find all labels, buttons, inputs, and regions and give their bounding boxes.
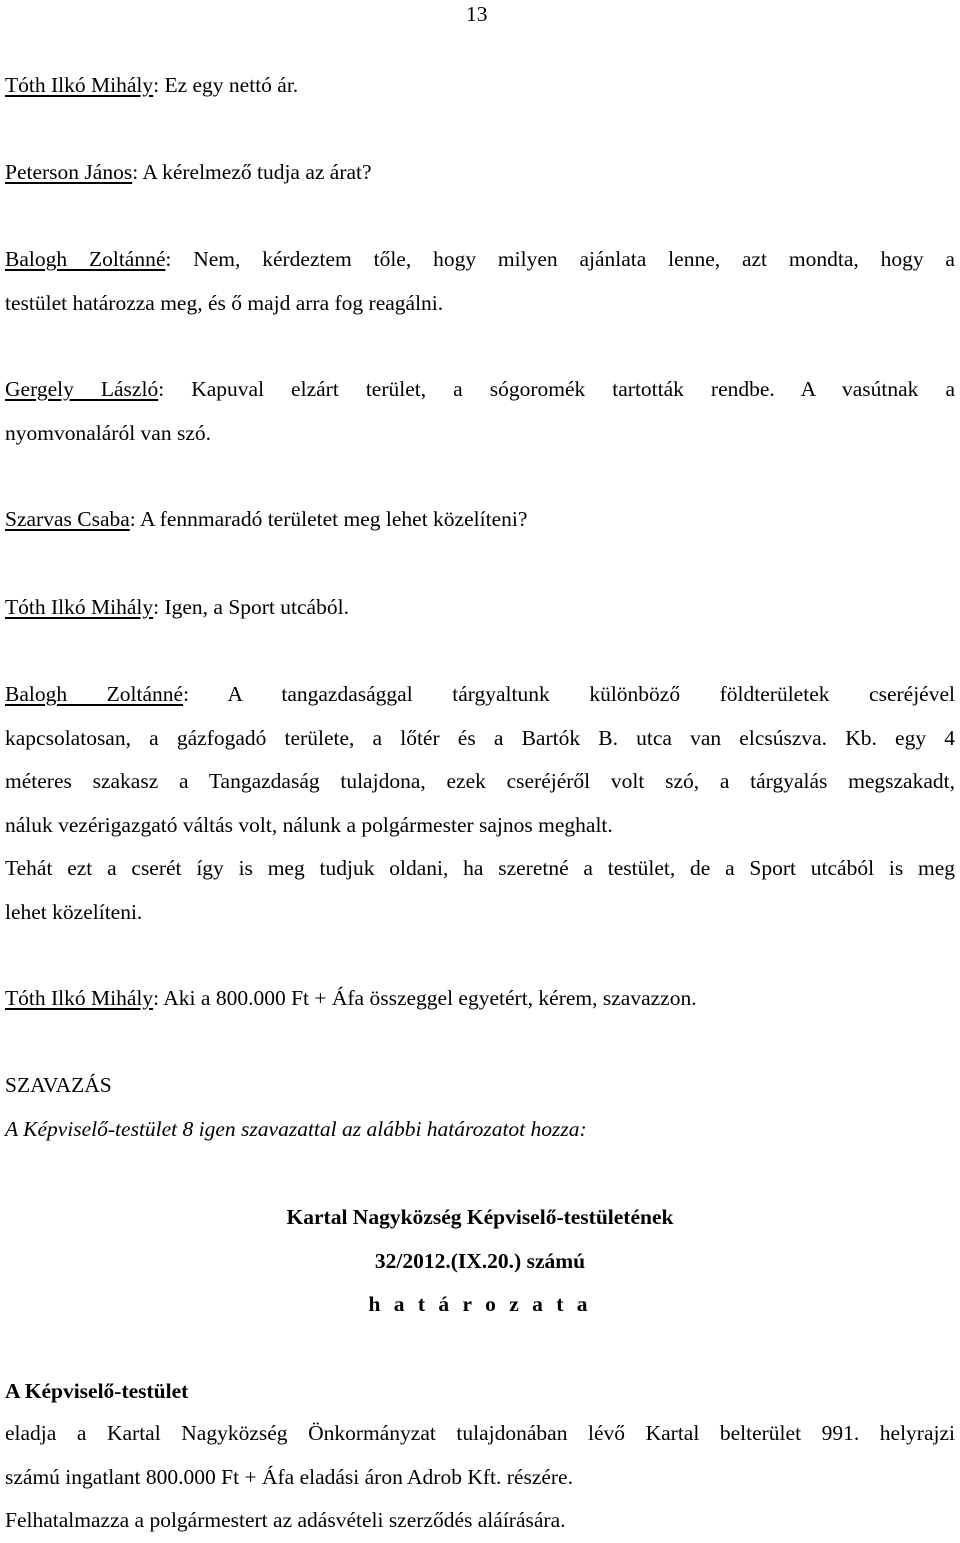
speaker-name: Gergely László bbox=[5, 377, 159, 401]
paragraph-line: eladja a Kartal Nagyközség Önkormányzat tulajdonában lévő Kartal belterület 991. helyrajzi bbox=[5, 1421, 955, 1445]
speaker-name: Tóth Ilkó Mihály bbox=[5, 986, 154, 1010]
paragraph-toth-2 bbox=[5, 586, 955, 630]
resolution-number: 32/2012.(IX.20.) számú bbox=[374, 1249, 586, 1273]
speaker-name: Szarvas Csaba bbox=[5, 507, 130, 531]
resolution-body bbox=[5, 1412, 955, 1543]
paragraph-text: : A kérelmező tudja az árat? bbox=[132, 160, 372, 184]
paragraph-line: méteres szakasz a Tangazdaság tulajdona, ezek cseréjéről volt szó, a tárgyalás megszakadt, bbox=[5, 769, 955, 793]
paragraph-line: nyomvonaláról van szó. bbox=[5, 420, 211, 445]
paragraph-line bbox=[5, 238, 955, 282]
paragraph-gergely bbox=[5, 368, 955, 455]
paragraph-text: : Igen, a Sport utcából. bbox=[153, 595, 349, 619]
vote-heading: SZAVAZÁS bbox=[5, 1073, 112, 1097]
speaker-name: Peterson János bbox=[5, 160, 133, 184]
paragraph-text: : A fennmaradó területet meg lehet közelíteni? bbox=[129, 507, 528, 531]
resolution-subject: A Képviselő-testület bbox=[5, 1379, 189, 1403]
speaker-name: Balogh Zoltánné bbox=[5, 682, 184, 706]
speaker-name: Tóth Ilkó Mihály bbox=[5, 595, 154, 619]
paragraph-szarvas bbox=[5, 498, 955, 542]
vote-statement: A Képviselő-testület 8 igen szavazattal az alábbi határozatot hozza: bbox=[5, 1117, 587, 1141]
resolution-title: Kartal Nagyközség Képviselő-testületének bbox=[286, 1205, 674, 1229]
speaker-name: Balogh Zoltánné bbox=[5, 247, 166, 271]
paragraph-text: : Kapuval elzárt terület, a sógoromék tartották rendbe. A vasútnak a bbox=[158, 377, 955, 401]
speaker-name: Tóth Ilkó Mihály bbox=[5, 73, 154, 97]
resolution-label: h a t á r o z a t a bbox=[368, 1292, 592, 1316]
paragraph-line: kapcsolatosan, a gázfogadó területe, a lőtér és a Bartók B. utca van elcsúszva. Kb. egy 4 bbox=[5, 725, 955, 750]
paragraph-line bbox=[5, 368, 955, 412]
paragraph-peterson bbox=[5, 151, 955, 195]
paragraph-line: lehet közelíteni. bbox=[5, 899, 143, 924]
paragraph-line: Felhatalmazza a polgármestert az adásvételi szerződés aláírására. bbox=[5, 1508, 566, 1532]
paragraph-line: náluk vezérigazgató váltás volt, nálunk a polgármester sajnos meghalt. bbox=[5, 812, 613, 837]
page-number: 13 bbox=[466, 2, 488, 26]
paragraph-text: : A tangazdasággal tárgyaltunk különböző földterületek cseréjével bbox=[183, 682, 955, 706]
paragraph-line: testület határozza meg, és ő majd arra fog reagálni. bbox=[5, 290, 444, 315]
paragraph-line bbox=[5, 673, 955, 717]
paragraph-line: Tehát ezt a cserét így is meg tudjuk oldani, ha szeretné a testület, de a Sport utcából is meg bbox=[5, 856, 955, 880]
paragraph-line: számú ingatlant 800.000 Ft + Áfa eladási áron Adrob Kft. részére. bbox=[5, 1464, 573, 1489]
paragraph-continuation bbox=[5, 847, 955, 934]
paragraph-toth-1 bbox=[5, 64, 955, 108]
paragraph-text: : Nem, kérdeztem tőle, hogy milyen ajánlata lenne, azt mondta, hogy a bbox=[165, 247, 955, 271]
paragraph-text: : Aki a 800.000 Ft + Áfa összeggel egyetért, kérem, szavazzon. bbox=[153, 986, 697, 1010]
paragraph-balogh-1 bbox=[5, 238, 955, 325]
paragraph-toth-3 bbox=[5, 977, 955, 1021]
paragraph-text: : Ez egy nettó ár. bbox=[153, 73, 299, 97]
paragraph-balogh-2 bbox=[5, 673, 955, 847]
